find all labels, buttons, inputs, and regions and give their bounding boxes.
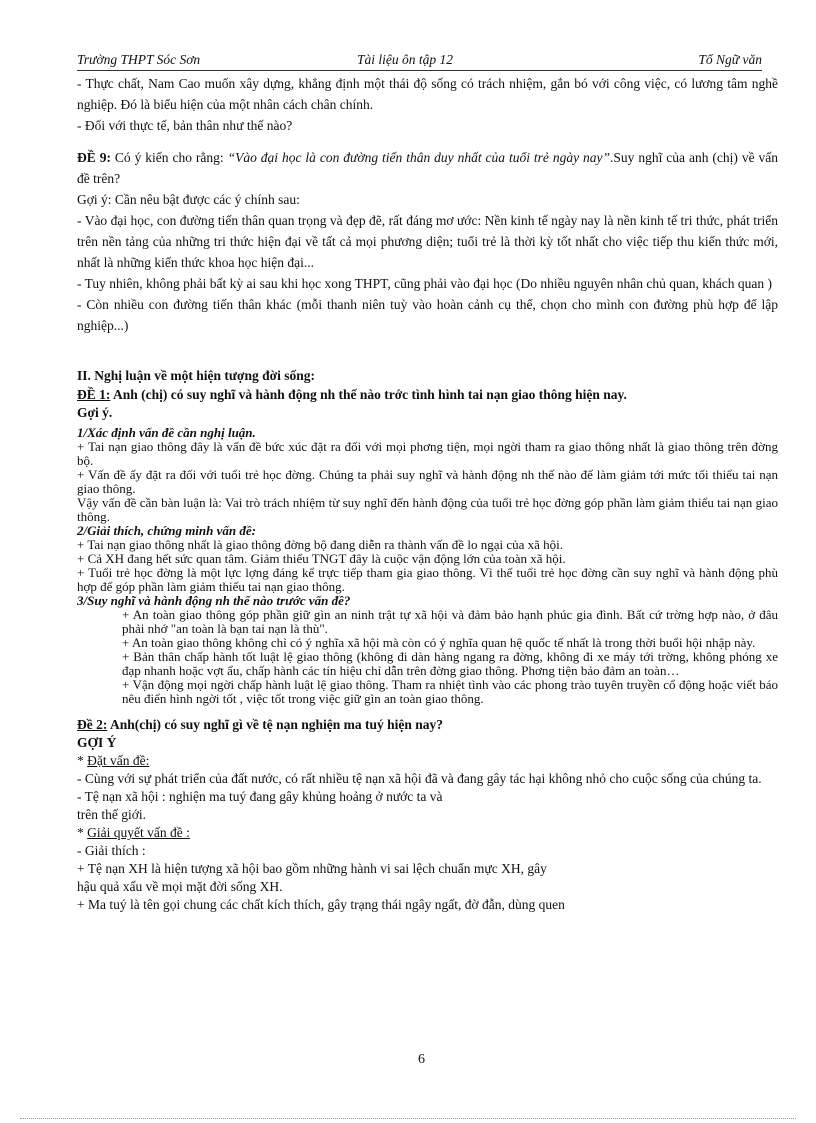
de9-intro: Có ý kiến cho rằng:: [110, 150, 228, 165]
paragraph: + An toàn giao thông không chỉ có ý nghĩa xã hội mà còn có ý nghĩa quan hệ quốc tế nhất là trong thời buổi hội nhập này.: [122, 635, 756, 650]
de9-question: [77, 147, 778, 189]
section-top: [77, 73, 778, 336]
de1-hint: Gợi ý.: [77, 405, 113, 420]
paragraph: + Cả XH đang hết sức quan tâm. Giảm thiểu TNGT đây là cuộc vận động lớn của toàn xã hội.: [77, 551, 566, 566]
subheading: 1/Xác định vấn đề cần nghị luận.: [77, 425, 256, 440]
paragraph: + Ma tuý là tên gọi chung các chất kích thích, gây trạng thái ngây ngất, đờ đẫn, dùng quen: [77, 897, 565, 912]
paragraph: - Tệ nạn xã hội : nghiện ma tuý đang gây khủng hoảng ở nước ta và: [77, 789, 443, 804]
paragraph: - Còn nhiều con đường tiến thân khác (mỗi thanh niên tuỳ vào hoàn cảnh cụ thể, chọn cho mình con đường phù hợp để lập nghiệp...): [77, 297, 778, 333]
page-number: 6: [418, 1052, 425, 1067]
paragraph: trên thế giới.: [77, 807, 146, 822]
de1-label: ĐỀ 1:: [77, 387, 111, 402]
subheading: 2/Giải thích, chứng minh vấn đề:: [77, 523, 256, 538]
paragraph: - Vào đại học, con đường tiến thân quan trọng và đẹp đẽ, rất đáng mơ ước: Nền kinh tế ngày nay là nền kinh tế tri thức, phát triển trên nền tảng của những tri thức hiện đại về tất cả mọi phương diện; tuổi trẻ là thời kỳ tốt nhất cho việc tiếp thu kiến thức mới, nhất là những kiến thức khoa học hiện đại...: [77, 213, 778, 270]
subheading: [77, 752, 778, 770]
de2-hint: GỢI Ý: [77, 735, 117, 750]
section-2: [77, 366, 778, 706]
paragraph: - Thực chất, Nam Cao muốn xây dựng, khẳng định một thái độ sống có trách nhiệm, gắn bó với công việc, có lương tâm nghề nghiệp. Đó là biểu hiện của một nhân cách chân chính.: [77, 76, 778, 112]
subheading: [77, 824, 778, 842]
paragraph: - Đối với thực tế, bản thân như thế nào?: [77, 118, 293, 133]
paragraph: + Tai nạn giao thông đây là vấn đề bức xúc đặt ra đối với mọi phơng tiện, mọi ngời tham ra giao thông nhất là giao thông trên đờng bộ.: [77, 439, 778, 468]
bullet-star: *: [77, 825, 88, 840]
header-school: Trường THPT Sóc Sơn: [77, 52, 201, 67]
de9-quote: “Vào đại học là con đường tiến thân duy nhất của tuổi trẻ ngày nay”: [227, 150, 611, 165]
paragraph: Vậy vấn đề cần bàn luận là: Vai trò trách nhiệm từ suy nghĩ đến hành động của tuổi trẻ học đờng góp phần làm giảm thiểu tai nạn giao thông.: [77, 495, 778, 524]
subheading-label: Giải quyết vấn đề :: [87, 825, 190, 840]
bottom-divider: [20, 1118, 796, 1119]
de9-rest: .Suy nghĩ của anh (chị) về vấn đề trên?: [77, 150, 779, 186]
paragraph: hậu quả xấu về mọi mặt đời sống XH.: [77, 879, 283, 894]
paragraph: + Vấn đề ấy đặt ra đối với tuổi trẻ học đờng. Chúng ta phải suy nghĩ và hành động nh thế nào để làm giảm tới mức tối thiểu tai nạn giao thông.: [77, 467, 778, 496]
section-de2: [77, 716, 778, 914]
paragraph: + Tuổi trẻ học đờng là một lực lợng đáng kể trực tiếp tham gia giao thông. Vì thế tuổi trẻ học đờng cần suy nghĩ và hành động phù hợp để góp phần làm giảm thiểu tai nạn giao thông.: [77, 565, 778, 594]
page-header: [77, 52, 762, 71]
paragraph: + Tai nạn giao thông nhất là giao thông đờng bộ đang diễn ra thành vấn đề lo ngại của xã hội.: [77, 537, 563, 552]
de1-question: [77, 386, 778, 404]
paragraph: + Bản thân chấp hành tốt luật lệ giao thông (không đi dàn hàng ngang ra đờng, không đi xe máy tới trờng, không phóng xe đạp nhanh hoặc vợt ẩu, chấp hành các tín hiệu chỉ dẫn trên đờng giao thông. Phơng tiện bảo đảm an toàn…: [122, 649, 778, 678]
paragraph: + Vận động mọi ngời chấp hành luật lệ giao thông. Tham ra nhiệt tình vào các phong trào tuyên truyền cổ động hoặc viết báo nêu điển hình ngời tốt , việc tốt trong việc giữ gìn an toàn giao thông.: [122, 677, 778, 706]
de9-hint: Gợi ý: Cần nêu bật được các ý chính sau:: [77, 192, 300, 207]
paragraph: - Tuy nhiên, không phải bất kỳ ai sau khi học xong THPT, cũng phải vào đại học (Do nhiều nguyên nhân chủ quan, khách quan ): [77, 276, 772, 291]
de9-label: ĐỀ 9:: [77, 150, 111, 165]
de2-question: [77, 716, 778, 734]
header-doc-title: Tài liệu ôn tập 12: [357, 52, 454, 67]
header-department: Tổ Ngữ văn: [698, 52, 762, 67]
bullet-star: *: [77, 753, 88, 768]
section-title: II. Nghị luận về một hiện tượng đời sống:: [77, 368, 315, 383]
paragraph: - Giải thích :: [77, 843, 146, 858]
de1-text: Anh (chị) có suy nghĩ và hành động nh thế nào trớc tình hình tai nạn giao thông hiện nay.: [110, 387, 627, 402]
de2-label: Đề 2:: [77, 717, 108, 732]
de2-text: Anh(chị) có suy nghĩ gì về tệ nạn nghiện ma tuý hiện nay?: [107, 717, 444, 732]
subheading-label: Đặt vấn đề:: [87, 753, 150, 768]
subheading: 3/Suy nghĩ và hành động nh thế nào trước vấn đề?: [77, 593, 351, 608]
paragraph: + An toàn giao thông góp phần giữ gìn an ninh trật tự xã hội và đảm bảo hạnh phúc gia đình. Bất cứ trờng hợp nào, ở đâu phải nhớ "an toàn là bạn tai nạn là thù".: [122, 607, 778, 636]
paragraph: - Cùng với sự phát triển của đất nước, có rất nhiều tệ nạn xã hội đã và đang gây tác hại không nhỏ cho cuộc sống của chúng ta.: [77, 771, 762, 786]
page-body: [77, 73, 778, 914]
paragraph: + Tệ nạn XH là hiện tượng xã hội bao gồm những hành vi sai lệch chuẩn mực XH, gây: [77, 861, 547, 876]
